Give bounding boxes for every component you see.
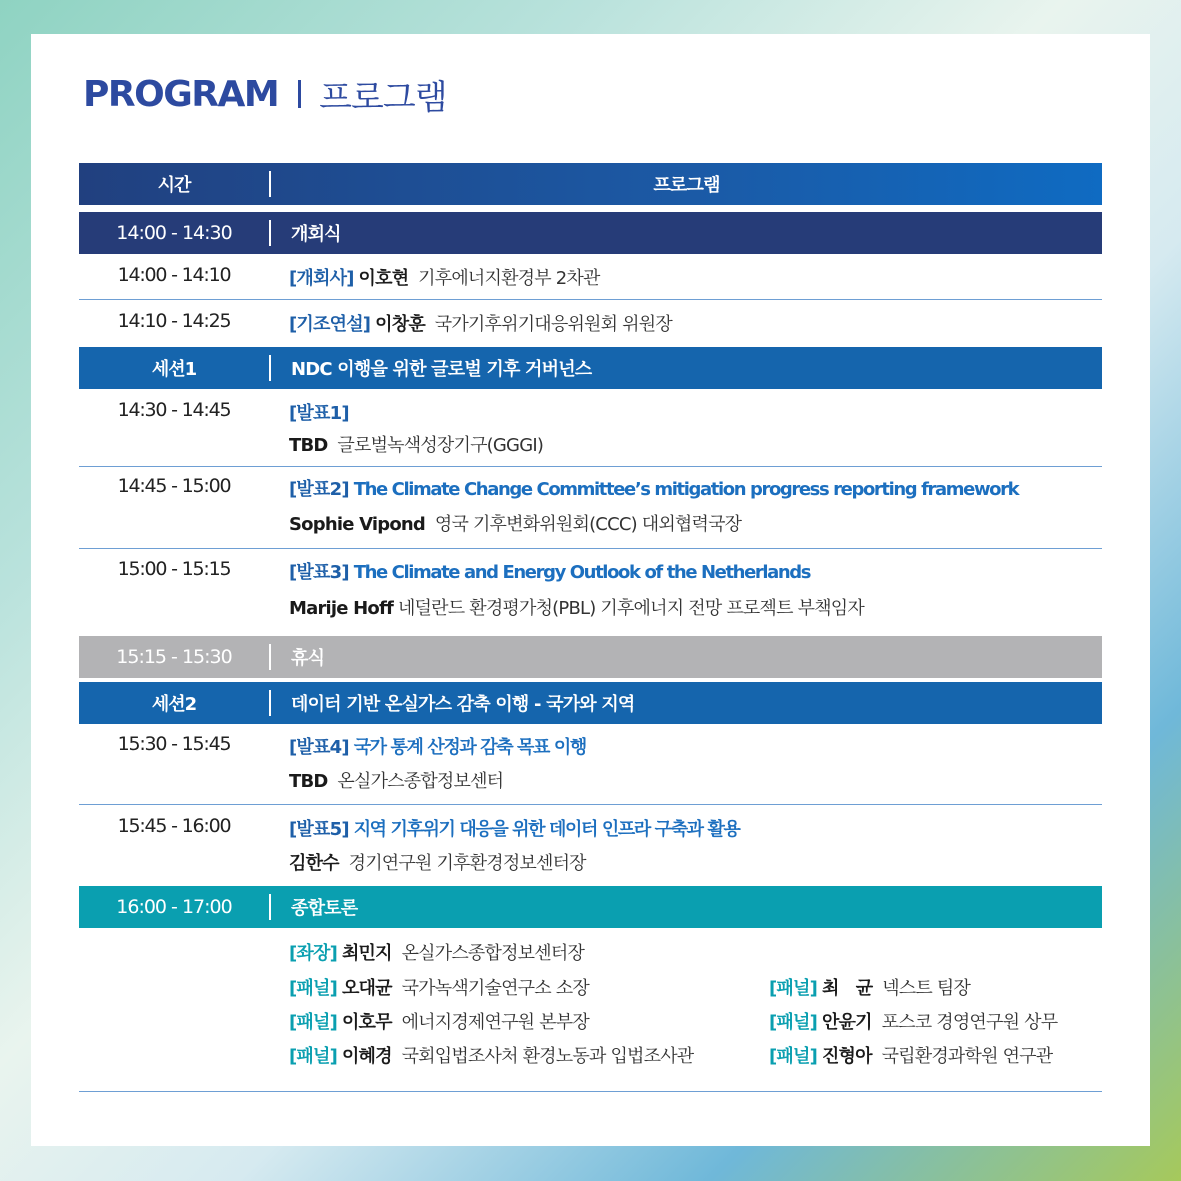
speaker-name: 이창훈 [375, 314, 425, 335]
row-time: 15:00 - 15:15 [117, 558, 231, 580]
talk-title-line [289, 558, 810, 584]
panel-affil: 에너지경제연구원 본부장 [401, 1012, 589, 1033]
session2-bar [79, 682, 1102, 724]
talk-title: 국가 통계 산정과 감축 목표 이행 [353, 737, 586, 758]
page-title [83, 72, 447, 116]
row-content [289, 264, 600, 290]
session1-title: NDC 이행을 위한 글로벌 기후 거버넌스 [291, 359, 592, 380]
row-tag: [좌장] [289, 943, 338, 964]
talk-title-line [289, 475, 1018, 501]
speaker-affil: 글로벌녹색성장기구(GGGI) [337, 435, 544, 456]
opening-time: 14:00 - 14:30 [116, 222, 232, 244]
row-divider [79, 804, 1102, 805]
chair-name: 최민지 [341, 943, 392, 964]
speaker-affil: 온실가스종합정보센터 [337, 771, 504, 792]
row-time: 14:10 - 14:25 [117, 310, 231, 332]
speaker-affil: 영국 기후변화위원회(CCC) 대외협력국장 [434, 514, 742, 535]
panel-affil: 넥스트 팀장 [882, 978, 971, 999]
session2-label: 세션2 [151, 694, 197, 715]
session2-title: 데이터 기반 온실가스 감축 이행 - 국가와 지역 [291, 694, 635, 715]
speaker-affil: 기후에너지환경부 2차관 [418, 268, 600, 289]
talk-title-line [289, 815, 740, 841]
row-tag: [패널] [289, 1012, 338, 1033]
chair-line [289, 939, 584, 965]
session1-label: 세션1 [151, 359, 197, 380]
break-time: 15:15 - 15:30 [116, 646, 232, 668]
speaker-line [289, 510, 741, 536]
panel-affil: 국회입법조사처 환경노동과 입법조사관 [401, 1046, 694, 1067]
row-time: 14:30 - 14:45 [117, 399, 231, 421]
row-tag: [개회사] [289, 268, 354, 289]
opening-label: 개회식 [291, 224, 341, 245]
speaker-name: TBD [289, 771, 328, 792]
panel-item [289, 1008, 589, 1034]
row-time: 15:45 - 16:00 [117, 815, 231, 837]
row-tag: [패널] [769, 978, 818, 999]
talk-title-line [289, 733, 586, 759]
panel-name: 이호무 [341, 1012, 392, 1033]
speaker-line [289, 431, 543, 457]
talk-title: The Climate Change Committee’s mitigation progress reporting framework [353, 479, 1019, 500]
row-tag: [패널] [769, 1012, 818, 1033]
row-tag: [발표3] [289, 562, 349, 583]
row-divider [79, 548, 1102, 549]
row-tag: [발표2] [289, 479, 349, 500]
row-time: 15:30 - 15:45 [117, 733, 231, 755]
speaker-affil: 경기연구원 기후환경정보센터장 [348, 853, 586, 874]
panel-affil: 포스코 경영연구원 상무 [881, 1012, 1058, 1033]
speaker-line [289, 849, 586, 875]
program-card [31, 34, 1150, 1146]
speaker-name: 이호현 [358, 268, 409, 289]
header-program: 프로그램 [653, 175, 720, 196]
row-tag: [패널] [769, 1046, 818, 1067]
row-divider [79, 299, 1102, 300]
panel-affil: 국립환경과학원 연구관 [881, 1046, 1053, 1067]
panel-name: 이혜경 [341, 1046, 392, 1067]
row-time: 14:00 - 14:10 [117, 264, 231, 286]
speaker-line [289, 594, 864, 620]
row-tag: [발표4] [289, 737, 349, 758]
opening-bar [79, 212, 1102, 254]
row-tag: [발표1] [289, 403, 349, 424]
row-content [289, 310, 672, 336]
chair-affil: 온실가스종합정보센터장 [401, 943, 585, 964]
panel-name: 진형아 [821, 1046, 872, 1067]
header-time: 시간 [157, 175, 191, 196]
row-tag: [패널] [289, 1046, 338, 1067]
break-bar [79, 636, 1102, 678]
row-divider [79, 466, 1102, 467]
speaker-affil: 국가기후위기대응위원회 위원장 [434, 314, 672, 335]
row-tag: [기조연설] [289, 314, 371, 335]
discussion-label: 종합토론 [291, 898, 358, 919]
talk-title: The Climate and Energy Outlook of the Netherlands [353, 562, 811, 583]
table-bottom-line [79, 1091, 1102, 1092]
break-label: 휴식 [291, 648, 325, 669]
panel-name: 오대균 [341, 978, 392, 999]
speaker-line [289, 767, 503, 793]
title-ko: 프로그램 [319, 77, 447, 118]
speaker-name: Marije Hoff [289, 598, 394, 619]
speaker-affil: 네덜란드 환경평가청(PBL) 기후에너지 전망 프로젝트 부책임자 [397, 598, 864, 619]
row-tag: [패널] [289, 978, 338, 999]
panel-affil: 국가녹색기술연구소 소장 [401, 978, 589, 999]
row-tag: [발표5] [289, 819, 349, 840]
talk-title-line [289, 399, 349, 425]
discussion-time: 16:00 - 17:00 [116, 896, 232, 918]
panel-item [289, 974, 589, 1000]
panel-item [769, 1042, 1052, 1068]
talk-title: 지역 기후위기 대응을 위한 데이터 인프라 구축과 활용 [353, 819, 740, 840]
panel-name: 최 균 [821, 978, 873, 999]
panel-name: 안윤기 [821, 1012, 872, 1033]
table-header [79, 163, 1102, 205]
row-time: 14:45 - 15:00 [117, 475, 231, 497]
speaker-name: TBD [289, 435, 328, 456]
title-en: PROGRAM [83, 73, 279, 115]
panel-item [289, 1042, 693, 1068]
title-divider [298, 80, 301, 108]
discussion-bar [79, 886, 1102, 928]
panel-item [769, 974, 970, 1000]
panel-item [769, 1008, 1057, 1034]
session1-bar [79, 347, 1102, 389]
speaker-name: 김한수 [289, 853, 339, 874]
speaker-name: Sophie Vipond [289, 514, 426, 535]
